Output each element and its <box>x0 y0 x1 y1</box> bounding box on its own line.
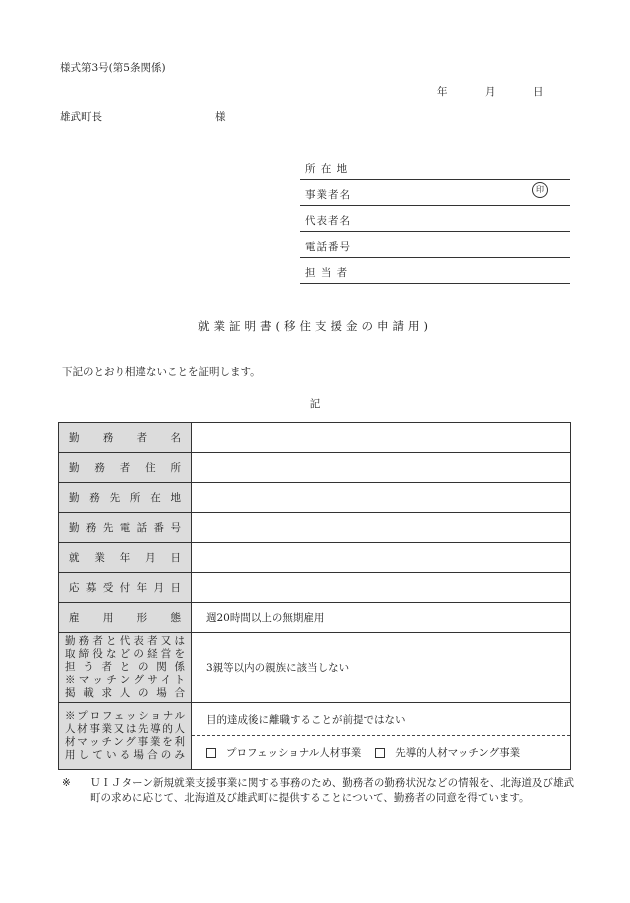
seal-icon: 印 <box>532 182 548 198</box>
field-representative[interactable] <box>300 206 570 232</box>
document-title: 就業証明書(移住支援金の申請用) <box>198 319 432 333</box>
honorific: 様 <box>215 111 226 123</box>
professional-condition: 目的達成後に離職することが前提ではない <box>192 703 570 736</box>
row-value-application-date[interactable] <box>192 573 571 603</box>
row-label <box>59 513 192 543</box>
row-value-start-date[interactable] <box>192 543 571 573</box>
field-business-name-label: 事業者名 <box>305 189 351 201</box>
note-text: ＵＩＪターン新規就業支援事業に関する事務のため、勤務者の勤務状況などの情報を、北海道及び雄武町の求めに応じて、北海道及び雄武町に提供することについて、勤務者の同意を得ています。 <box>90 777 574 804</box>
row-label-text: 雇 用 形 態 <box>69 612 181 624</box>
field-address[interactable] <box>300 154 570 180</box>
professional-label-line: 材マッチング事業を利 <box>65 736 185 748</box>
note-mark: ※ <box>62 777 71 789</box>
field-phone[interactable] <box>300 232 570 258</box>
option-professional-label: プロフェッショナル人材事業 <box>226 747 362 759</box>
row-label <box>59 603 192 633</box>
row-value-worker-address[interactable] <box>192 453 571 483</box>
table-row <box>59 423 571 453</box>
row-label-professional <box>59 703 192 770</box>
date-day: 日 <box>533 86 544 98</box>
field-representative-label: 代表者名 <box>305 215 351 227</box>
table-row <box>59 703 571 770</box>
row-label-relation-text <box>59 633 191 702</box>
addressee: 雄武町長 <box>60 111 102 123</box>
row-value-relation: 3親等以内の親族に該当しない <box>192 633 571 703</box>
row-value-worker-name[interactable] <box>192 423 571 453</box>
professional-options <box>192 736 570 769</box>
professional-label-line: ※プロフェッショナル <box>65 710 185 722</box>
professional-label-line: 人材事業又は先導的人 <box>65 723 185 735</box>
row-label <box>59 543 192 573</box>
table-row <box>59 513 571 543</box>
row-label-text: 就 業 年 月 日 <box>69 552 181 564</box>
row-label <box>59 453 192 483</box>
applicant-fields <box>300 154 570 284</box>
row-label <box>59 483 192 513</box>
relation-label-line: ※マッチングサイト <box>65 674 185 686</box>
row-label-text: 勤 務 者 住 所 <box>69 462 181 474</box>
professional-label-line: 用している場合のみ <box>65 749 185 761</box>
row-value-workplace-phone[interactable] <box>192 513 571 543</box>
table-row <box>59 633 571 703</box>
row-label-relation <box>59 633 192 703</box>
row-value-professional <box>192 703 571 770</box>
form-number: 様式第3号(第5条関係) <box>60 62 166 74</box>
table-row <box>59 483 571 513</box>
field-phone-label: 電話番号 <box>305 241 351 253</box>
row-label-text: 応 募 受 付 年 月 日 <box>69 582 181 594</box>
field-contact-person-label: 担 当 者 <box>305 267 349 279</box>
row-label-text: 勤 務 者 名 <box>69 432 181 444</box>
relation-label-line: 勤務者と代表者又は <box>65 635 185 647</box>
table-row <box>59 453 571 483</box>
checkbox-matching-icon[interactable] <box>375 748 385 758</box>
table-row <box>59 573 571 603</box>
ki-mark: 記 <box>309 398 321 410</box>
table-row <box>59 603 571 633</box>
date-month: 月 <box>485 86 496 98</box>
row-value-employment-type: 週20時間以上の無期雇用 <box>192 603 571 633</box>
relation-label-line: 掲載求人の場合 <box>65 687 185 699</box>
employment-table <box>58 422 571 770</box>
table-row <box>59 543 571 573</box>
row-label-text: 勤 務 先 電 話 番 号 <box>69 522 181 534</box>
consent-note <box>62 776 574 806</box>
relation-label-line: 担う者との関係 <box>65 661 185 673</box>
checkbox-professional-icon[interactable] <box>206 748 216 758</box>
row-label <box>59 423 192 453</box>
intro-text: 下記のとおり相違ないことを証明します。 <box>62 366 261 378</box>
field-address-label: 所 在 地 <box>305 163 349 175</box>
option-matching-label: 先導的人材マッチング事業 <box>395 747 521 759</box>
field-contact-person[interactable] <box>300 258 570 284</box>
row-label <box>59 573 192 603</box>
row-label-professional-text <box>59 708 191 764</box>
relation-label-line: 取締役などの経営を <box>65 648 185 660</box>
row-label-text: 勤 務 先 所 在 地 <box>69 492 181 504</box>
row-value-workplace-address[interactable] <box>192 483 571 513</box>
date-year: 年 <box>437 86 448 98</box>
field-business-name[interactable] <box>300 180 570 206</box>
